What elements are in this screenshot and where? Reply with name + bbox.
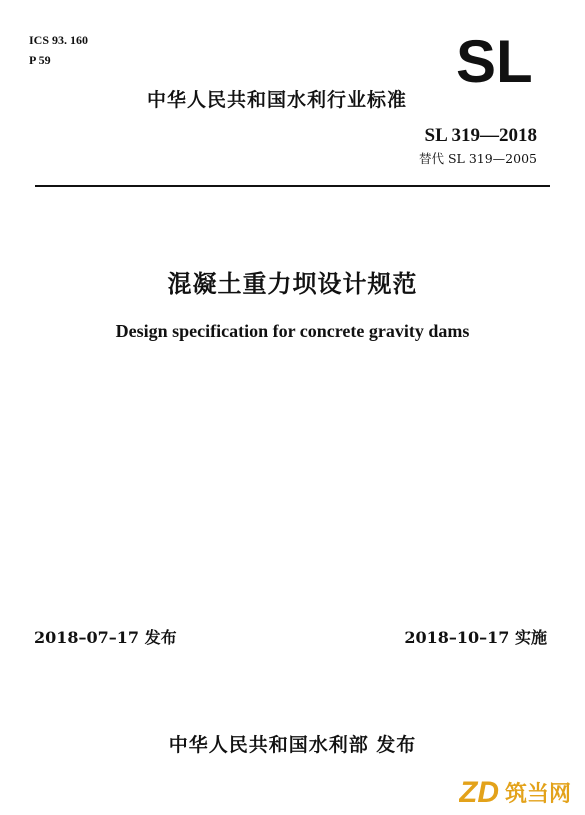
document-title-english: Design specification for concrete gravity dams: [115, 321, 470, 341]
watermark-site-name: 筑当网: [505, 782, 572, 807]
document-title-chinese: 混凝土重力坝设计规范: [167, 270, 418, 298]
sl-logo-text: SL: [456, 32, 533, 86]
header-divider: [35, 185, 550, 187]
industry-standard-title: 中华人民共和国水利行业标准: [147, 89, 408, 111]
ics-code: ICS 93. 160: [29, 33, 89, 47]
replaces-standard: 替代 SL 319—2005: [419, 151, 537, 166]
standard-code: SL 319—2018: [424, 125, 537, 146]
classification-code: P 59: [29, 53, 51, 67]
sl-logo: [456, 32, 554, 86]
effective-date: 2018–10–17 实施: [404, 628, 547, 647]
publisher: 中华人民共和国水利部 发布: [168, 734, 417, 756]
watermark-mark: ZD: [459, 776, 499, 809]
issue-date: 2018–07–17 发布: [34, 628, 177, 647]
site-watermark: [459, 771, 579, 809]
